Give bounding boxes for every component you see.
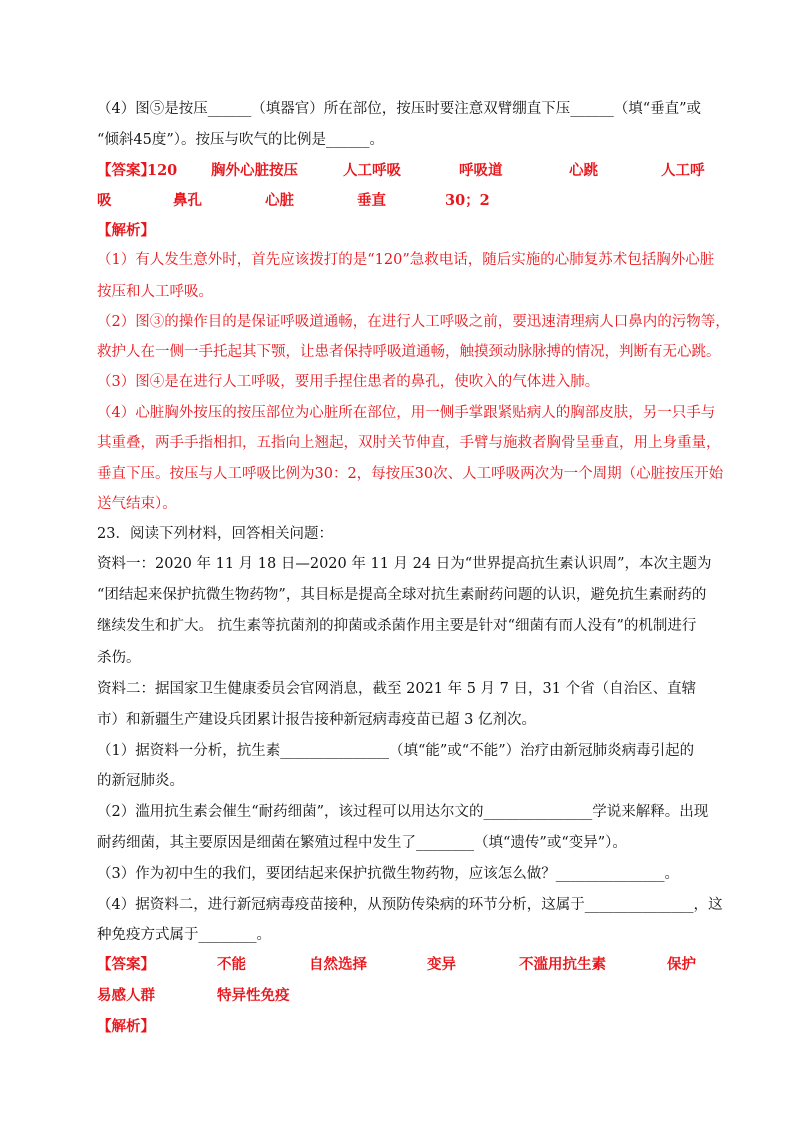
answer-label: 【答案】 <box>97 162 155 179</box>
answer-item: 鼻孔 <box>173 192 202 209</box>
q22-answer-line1 <box>97 161 707 181</box>
answer-item: 心跳 <box>569 162 598 179</box>
q23-material-line: 继续发生和扩大。 抗生素等抗菌剂的抑菌或杀菌作用主要是针对“细菌有而人没有”的机制进行 <box>97 618 697 634</box>
q23-material-line: 杀伤。 <box>97 650 141 666</box>
q23-material-line: 资料一：2020 年 11 月 18 日—2020 年 11 月 24 日为“世界提高抗生素认识周”，本次主题为 <box>97 556 712 572</box>
q23-question-line: （3）作为初中生的我们，要团结起来保护抗微生物药物，应该怎么做？_______________。 <box>97 866 679 882</box>
q22-analysis-line: 按压和人工呼吸。 <box>97 284 213 300</box>
answer-item: 自然选择 <box>309 956 367 973</box>
answer-item: 特异性免疫 <box>217 987 290 1004</box>
q23-question-line: （4）据资料二，进行新冠病毒疫苗接种，从预防传染病的环节分析，这属于_______________，这 <box>97 897 723 913</box>
q23-material-line: 市）和新疆生产建设兵团累计报告接种新冠病毒疫苗已超 3 亿剂次。 <box>97 712 536 728</box>
answer-item: 120 <box>147 162 178 179</box>
answer-item: 呼吸道 <box>459 162 503 179</box>
q22-analysis-line: （1）有人发生意外时，首先应该拨打的是“120”急救电话，随后实施的心肺复苏术包括胸外心脏 <box>97 252 715 268</box>
q22-analysis-line: 送气结束）。 <box>97 496 177 512</box>
answer-item: 人工呼 <box>661 162 705 179</box>
answer-item: 吸 <box>97 192 112 209</box>
q23-question-line: （2）滥用抗生素会催生“耐药细菌”，该过程可以用达尔文的_______________学说来解释。出现 <box>97 804 709 820</box>
q23-analysis-label: 【解析】 <box>97 1018 155 1035</box>
q23-title: 23．阅读下列材料，回答相关问题： <box>97 526 333 542</box>
answer-item: 垂直 <box>357 192 386 209</box>
q22-analysis-line: 其重叠，两手手指相扣，五指向上翘起，双肘关节伸直，手臂与施救者胸骨呈垂直，用上身重量， <box>97 435 721 451</box>
answer-item: 保护 <box>667 956 696 973</box>
answer-item: 变异 <box>427 956 456 973</box>
q23-answer-line2 <box>97 986 707 1006</box>
q23-answer-line1 <box>97 955 707 975</box>
answer-item: 不滥用抗生素 <box>519 956 606 973</box>
q23-material-line: “团结起来保护抗微生物药物”，其目标是提高全球对抗生素耐药问题的认识，避免抗生素耐药的 <box>97 587 707 603</box>
q23-material-line: 资料二：据国家卫生健康委员会官网消息，截至 2021 年 5 月 7 日，31 个省（自治区、直辖 <box>97 681 697 697</box>
q23-question-line: 耐药细菌，其主要原因是细菌在繁殖过程中发生了________（填“遗传”或“变异”）。 <box>97 835 627 851</box>
q22-answer-line2 <box>97 191 707 211</box>
q23-question-line: （1）据资料一分析，抗生素_______________（填“能”或“不能”）治疗由新冠肺炎病毒引起的 <box>97 743 695 759</box>
q22-analysis-line: （4）心脏胸外按压的按压部位为心脏所在部位，用一侧手掌跟紧贴病人的胸部皮肤，另一只手与 <box>97 405 716 421</box>
q22-analysis-line: （3）图④是在进行人工呼吸，要用手捏住患者的鼻孔，使吹入的气体进入肺。 <box>97 374 600 390</box>
answer-item: 不能 <box>217 956 246 973</box>
answer-item: 心脏 <box>265 192 294 209</box>
q22-part4-line2: “倾斜45度”）。按压与吹气的比例是______。 <box>97 132 385 148</box>
answer-item: 易感人群 <box>97 987 155 1004</box>
answer-item: 30；2 <box>445 192 490 209</box>
q22-analysis-line: （2）图③的操作目的是保证呼吸道通畅，在进行人工呼吸之前，要迅速清理病人口鼻内的污物等， <box>97 314 730 330</box>
answer-label: 【答案】 <box>97 956 155 973</box>
q23-question-line: 的新冠肺炎。 <box>97 773 184 789</box>
answer-item: 人工呼吸 <box>343 162 401 179</box>
q22-part4-line1: （4）图⑤是按压______（填器官）所在部位，按压时要注意双臂绷直下压______（填“垂直”或 <box>97 101 702 117</box>
q23-question-line: 种免疫方式属于________。 <box>97 927 271 943</box>
q22-analysis-line: 垂直下压。按压与人工呼吸比例为30：2，每按压30次、人工呼吸两次为一个周期（心脏按压开始 <box>97 466 724 482</box>
q22-analysis-label: 【解析】 <box>97 222 155 239</box>
answer-item: 胸外心脏按压 <box>211 162 298 179</box>
q22-analysis-line: 救护人在一侧一手托起其下颚，让患者保持呼吸道通畅，触摸颈动脉脉搏的情况，判断有无心跳。 <box>97 344 721 360</box>
